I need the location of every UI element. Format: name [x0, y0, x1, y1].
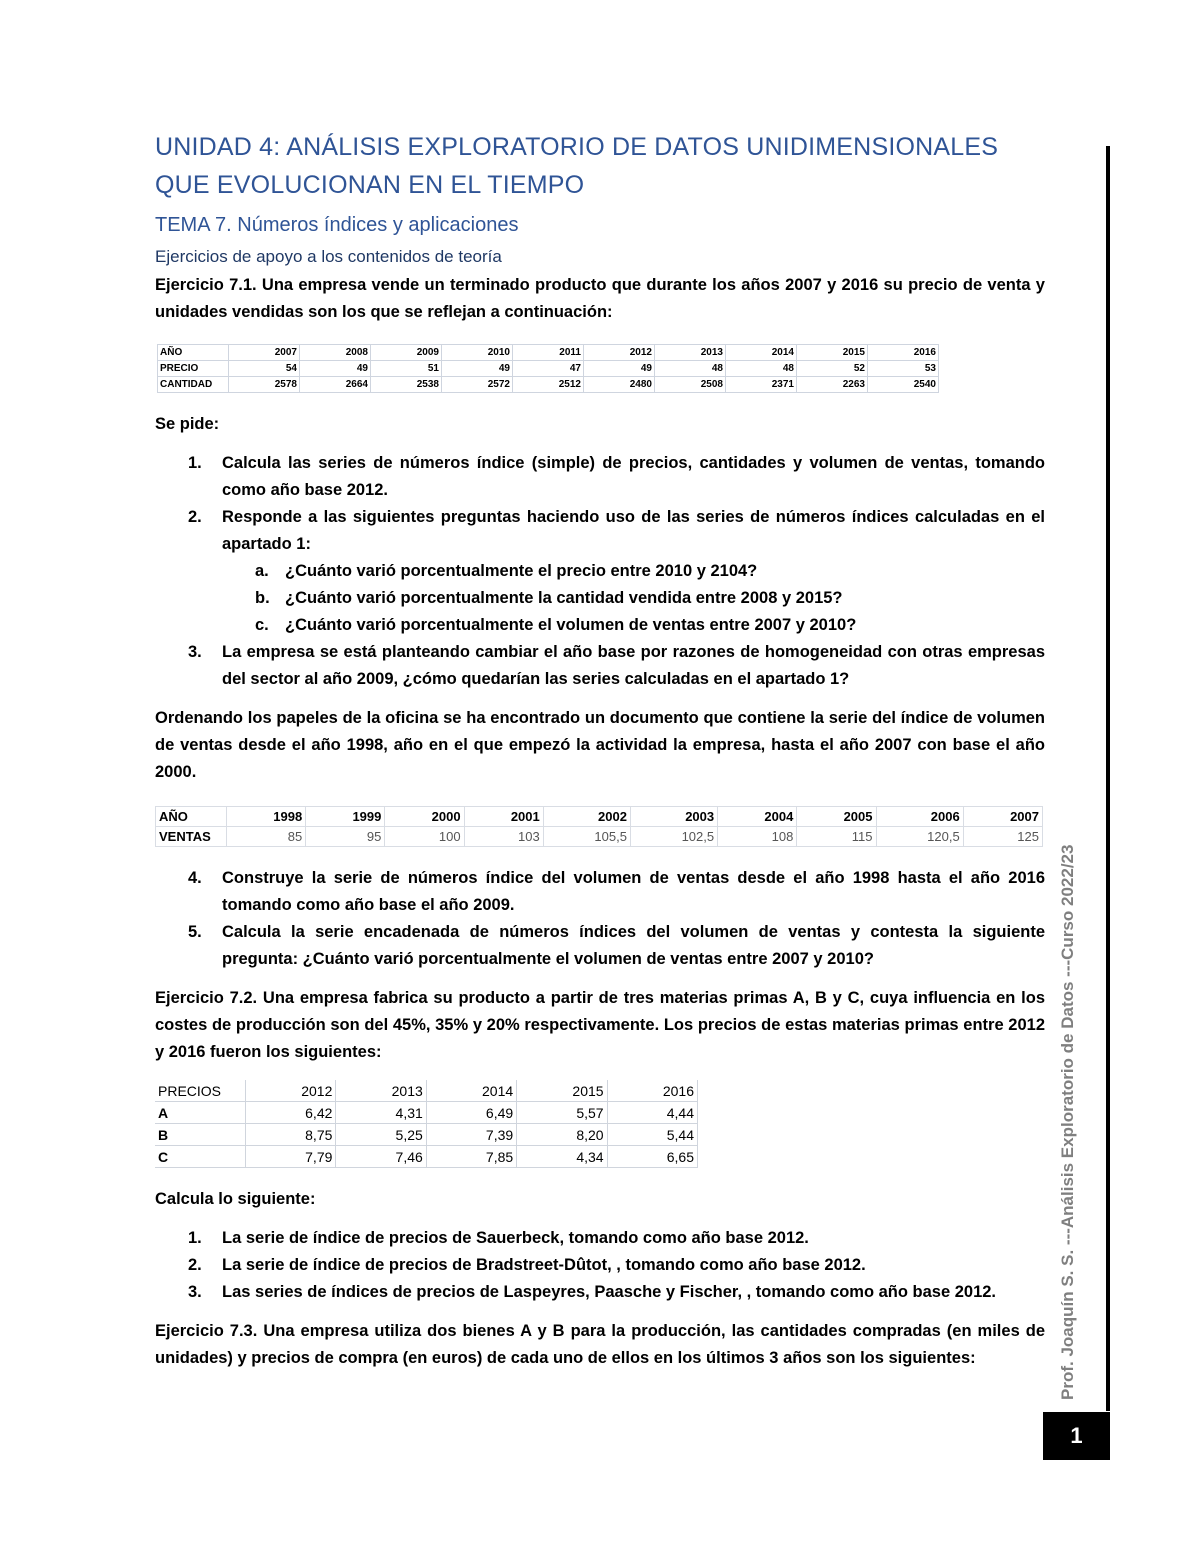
table-cell: PRECIOS — [155, 1080, 246, 1102]
table-cell: 7,39 — [426, 1124, 516, 1146]
table-cell: C — [155, 1146, 246, 1168]
table-header-row — [156, 807, 1043, 827]
table-cell: 2002 — [543, 807, 630, 827]
exercise-7-2-intro — [155, 985, 1045, 1066]
table-cell: 125 — [963, 827, 1042, 847]
exercise-7-1-intro — [155, 272, 1045, 326]
table-cell: 2512 — [513, 377, 584, 393]
table-cell: 2480 — [584, 377, 655, 393]
table-cell: VENTAS — [156, 827, 227, 847]
table-cell: 2540 — [868, 377, 939, 393]
item-text: La empresa se está planteando cambiar el año base por razones de homogeneidad con otras empresas del sector al año 2009, ¿cómo quedarían las series calculadas en el apartado 1? — [222, 643, 1045, 688]
list-item — [155, 1252, 1045, 1279]
table-cell: 108 — [718, 827, 797, 847]
exercise-7-2-tasks — [155, 1225, 1045, 1306]
unit-title: UNIDAD 4: ANÁLISIS EXPLORATORIO DE DATOS UNIDIMENSIONALES QUE EVOLUCIONAN EN EL TIEMPO — [155, 133, 999, 199]
table-cell: A — [155, 1102, 246, 1124]
table-cell: 48 — [726, 361, 797, 377]
table-cell: 52 — [797, 361, 868, 377]
page-number: 1 — [1043, 1412, 1110, 1460]
table-cell: 85 — [227, 827, 306, 847]
table-cell: 2263 — [797, 377, 868, 393]
table-cell: 2001 — [464, 807, 543, 827]
table-cell: 2578 — [229, 377, 300, 393]
item-number: 2. — [188, 508, 202, 526]
table-header-row — [158, 345, 939, 361]
table-cell: 2016 — [868, 345, 939, 361]
item-letter: c. — [255, 616, 269, 634]
table-cell: 102,5 — [630, 827, 717, 847]
exercise-7-1-tasks-cont — [155, 639, 1045, 693]
se-pide-label: Se pide: — [155, 415, 220, 433]
raw-materials-price-table — [155, 1080, 698, 1168]
exercise-7-1-tasks — [155, 450, 1045, 558]
table-cell: 2005 — [797, 807, 876, 827]
list-item — [155, 585, 1045, 612]
table-cell: 2664 — [300, 377, 371, 393]
table-cell: 103 — [464, 827, 543, 847]
table-cell: 48 — [655, 361, 726, 377]
table-cell: 8,20 — [517, 1124, 607, 1146]
page-content — [155, 128, 1045, 1372]
table-cell: 105,5 — [543, 827, 630, 847]
exercise-text: Una empresa fabrica su producto a partir de tres materias primas A, B y C, cuya influencia en los costes de producción son del 45%, 35% y 20% respectivamente. Los precios de estas materias primas entre 2012 y 2016 fueron los siguientes: — [155, 989, 1045, 1061]
table-cell: 2371 — [726, 377, 797, 393]
list-item — [155, 450, 1045, 504]
price-quantity-table — [157, 344, 939, 393]
table-row — [158, 361, 939, 377]
exercise-7-3-intro — [155, 1318, 1045, 1372]
table-cell: 7,79 — [246, 1146, 336, 1168]
table-row — [155, 1146, 698, 1168]
exercise-text: Una empresa vende un terminado producto que durante los años 2007 y 2016 su precio de venta y unidades vendidas son los que se reflejan a continuación: — [155, 276, 1045, 321]
item-text: Construye la serie de números índice del volumen de ventas desde el año 1998 hasta el año 2016 tomando como año base el año 2009. — [222, 869, 1045, 914]
table-cell: 2012 — [246, 1080, 336, 1102]
table-cell: 2014 — [426, 1080, 516, 1102]
list-item — [155, 558, 1045, 585]
table-cell: 4,34 — [517, 1146, 607, 1168]
section-title: Ejercicios de apoyo a los contenidos de teoría — [155, 247, 502, 266]
table-cell: 2016 — [607, 1080, 697, 1102]
table-cell: PRECIO — [158, 361, 229, 377]
table-cell: 51 — [371, 361, 442, 377]
table-cell: 2015 — [797, 345, 868, 361]
item-letter: b. — [255, 589, 270, 607]
table-cell: 6,42 — [246, 1102, 336, 1124]
table-cell: 49 — [442, 361, 513, 377]
table-cell: 2012 — [584, 345, 655, 361]
table-row — [155, 1102, 698, 1124]
table-cell: 2538 — [371, 377, 442, 393]
item-text: La serie de índice de precios de Bradstreet-Dûtot, , tomando como año base 2012. — [222, 1256, 866, 1274]
table-cell: 2007 — [963, 807, 1042, 827]
table-cell: 7,46 — [336, 1146, 426, 1168]
table-cell: 47 — [513, 361, 584, 377]
table-row — [156, 827, 1043, 847]
exercise-label: Ejercicio 7.1. — [155, 276, 257, 294]
table-cell: 2013 — [336, 1080, 426, 1102]
table-cell: 2007 — [229, 345, 300, 361]
table-cell: 120,5 — [876, 827, 963, 847]
item-text: Responde a las siguientes preguntas haciendo uso de las series de números índices calculadas en el apartado 1: — [222, 508, 1045, 553]
list-item — [155, 1225, 1045, 1252]
author-course-footer: Prof. Joaquín S. S. ---Análisis Exploratorio de Datos ---Curso 2022/23 — [1058, 844, 1077, 1400]
table-cell: 6,49 — [426, 1102, 516, 1124]
item-text: La serie de índice de precios de Sauerbeck, tomando como año base 2012. — [222, 1229, 809, 1247]
table-cell: 2013 — [655, 345, 726, 361]
table-cell: 5,44 — [607, 1124, 697, 1146]
table-cell: 2008 — [300, 345, 371, 361]
table-cell: AÑO — [158, 345, 229, 361]
table-cell: CANTIDAD — [158, 377, 229, 393]
table-cell: 2004 — [718, 807, 797, 827]
item-number: 3. — [188, 643, 202, 661]
table-cell: 2015 — [517, 1080, 607, 1102]
item-number: 2. — [188, 1256, 202, 1274]
table-cell: 115 — [797, 827, 876, 847]
exercise-7-1-subtasks — [155, 558, 1045, 639]
table-cell: 49 — [584, 361, 655, 377]
item-number: 4. — [188, 869, 202, 887]
table-cell: 4,44 — [607, 1102, 697, 1124]
calcula-label: Calcula lo siguiente: — [155, 1190, 316, 1208]
exercise-text: Una empresa utiliza dos bienes A y B para la producción, las cantidades compradas (en miles de unidades) y precios de compra (en euros) de cada uno de ellos en los últimos 3 años son los siguientes: — [155, 1322, 1046, 1367]
item-text: ¿Cuánto varió porcentualmente el precio entre 2010 y 2104? — [285, 562, 758, 580]
list-item — [155, 865, 1045, 919]
table-cell: 49 — [300, 361, 371, 377]
table-cell: 2011 — [513, 345, 584, 361]
table-cell: 2000 — [385, 807, 464, 827]
item-text: ¿Cuánto varió porcentualmente la cantidad vendida entre 2008 y 2015? — [285, 589, 843, 607]
table-row — [158, 377, 939, 393]
item-number: 1. — [188, 1229, 202, 1247]
sales-index-table — [155, 806, 1043, 847]
table-cell: 1999 — [306, 807, 385, 827]
table-cell: 54 — [229, 361, 300, 377]
table-header-row — [155, 1080, 698, 1102]
table-cell: 5,25 — [336, 1124, 426, 1146]
item-text: Calcula las series de números índice (simple) de precios, cantidades y volumen de ventas, tomando como año base 2012. — [222, 454, 1045, 499]
table-cell: AÑO — [156, 807, 227, 827]
item-text: ¿Cuánto varió porcentualmente el volumen de ventas entre 2007 y 2010? — [285, 616, 857, 634]
table-cell: 95 — [306, 827, 385, 847]
list-item — [155, 919, 1045, 973]
table-cell: 2572 — [442, 377, 513, 393]
list-item — [155, 504, 1045, 558]
table-row — [155, 1124, 698, 1146]
exercise-label: Ejercicio 7.2. — [155, 989, 258, 1007]
table-cell: 2014 — [726, 345, 797, 361]
table-cell: B — [155, 1124, 246, 1146]
item-number: 5. — [188, 923, 202, 941]
table-cell: 7,85 — [426, 1146, 516, 1168]
list-item — [155, 1279, 1045, 1306]
item-letter: a. — [255, 562, 269, 580]
item-text: Calcula la serie encadenada de números índices del volumen de ventas y contesta la siguiente pregunta: ¿Cuánto varió porcentualmente el volumen de ventas entre 2007 y 2010? — [222, 923, 1045, 968]
list-item — [155, 639, 1045, 693]
item-number: 3. — [188, 1283, 202, 1301]
table-cell: 100 — [385, 827, 464, 847]
table-cell: 53 — [868, 361, 939, 377]
sales-document-paragraph: Ordenando los papeles de la oficina se ha encontrado un documento que contiene la serie del índice de volumen de ventas desde el año 1998, año en el que empezó la actividad la empresa, hasta el año 2007 con base el año 2000. — [155, 709, 1045, 781]
table-cell: 5,57 — [517, 1102, 607, 1124]
table-cell: 2508 — [655, 377, 726, 393]
exercise-label: Ejercicio 7.3. — [155, 1322, 258, 1340]
list-item — [155, 612, 1045, 639]
table-cell: 2003 — [630, 807, 717, 827]
table-cell: 2009 — [371, 345, 442, 361]
margin-rule — [1106, 146, 1110, 1411]
table-cell: 6,65 — [607, 1146, 697, 1168]
exercise-7-1-tasks-2 — [155, 865, 1045, 973]
table-cell: 1998 — [227, 807, 306, 827]
item-number: 1. — [188, 454, 202, 472]
table-cell: 2006 — [876, 807, 963, 827]
topic-title: TEMA 7. Números índices y aplicaciones — [155, 214, 519, 236]
table-cell: 8,75 — [246, 1124, 336, 1146]
table-cell: 2010 — [442, 345, 513, 361]
table-cell: 4,31 — [336, 1102, 426, 1124]
item-text: Las series de índices de precios de Laspeyres, Paasche y Fischer, , tomando como año base 2012. — [222, 1283, 997, 1301]
